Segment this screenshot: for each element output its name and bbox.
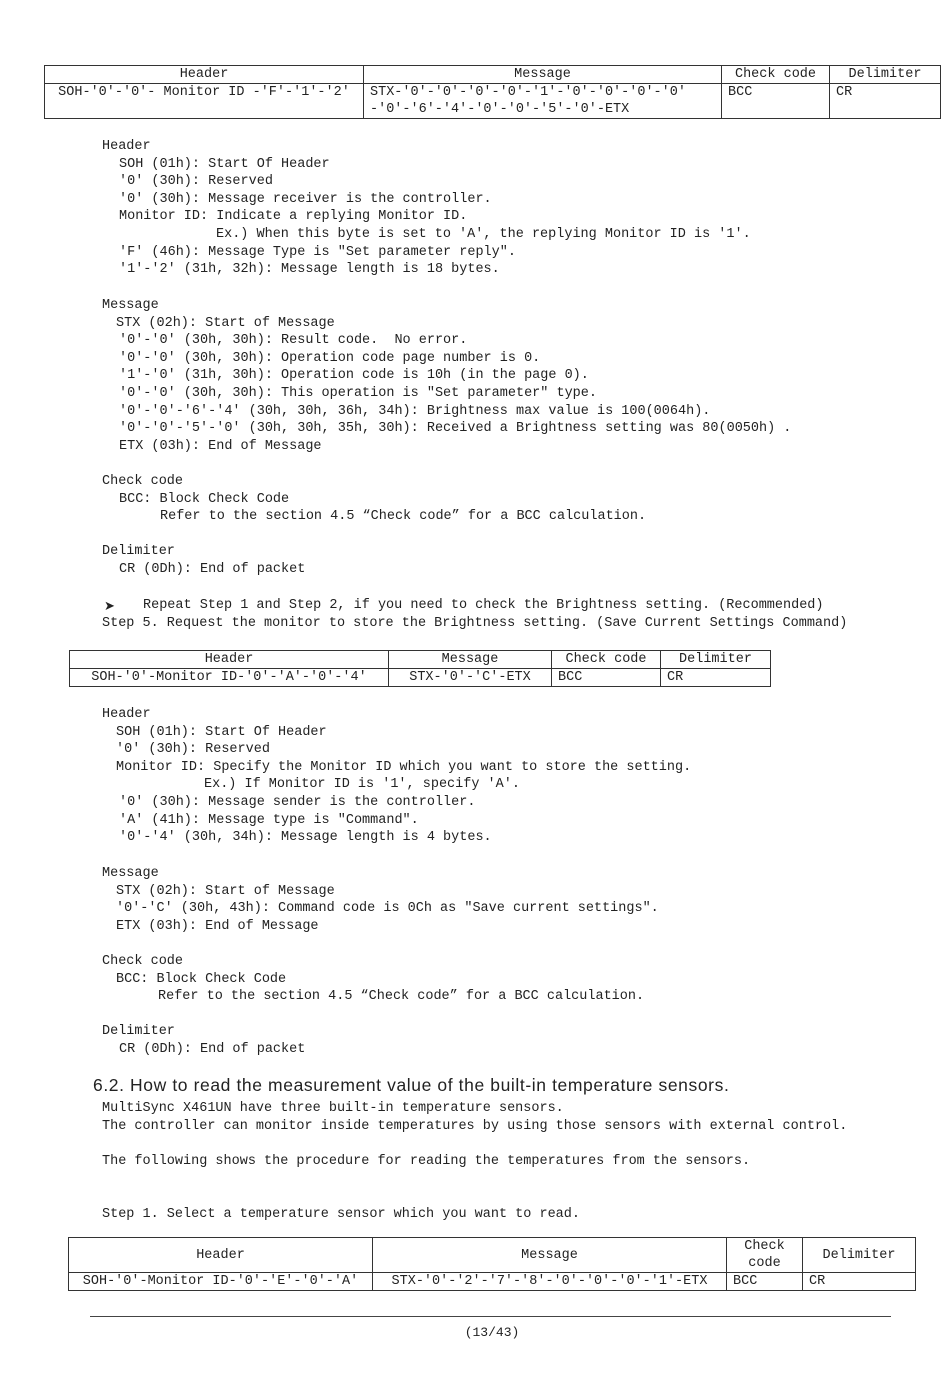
b2-header-line: '0' (30h): Message sender is the controller. [119,795,476,810]
cell-message [364,84,722,119]
b2-header-line: 'A' (41h): Message type is "Command". [119,812,419,828]
b1-header-line: Monitor ID: Indicate a replying Monitor ID. [119,209,468,225]
b2-check-title: Check code [102,954,184,969]
b1-check-title: Check code [102,474,184,489]
message-line-2: -'0'-'6'-'4'-'0'-'0'-'5'-'0'-ETX [370,102,630,117]
b2-header-line: SOH (01h): Start Of Header [116,724,327,740]
cell-check-code: BCC [727,1273,803,1291]
b1-header-line: '0' (30h): Reserved [119,174,273,190]
b2-header-line: '0' (30h): Reserved [116,742,270,758]
b1-message-line: '1'-'0' (31h, 30h): Operation code is 10h (in the page 0). [119,368,589,384]
col-message: Message [364,66,722,84]
step5-text: Step 5. Request the monitor to store the Brightness setting. (Save Current Settings Command) [102,616,848,631]
col-delimiter: Delimiter [661,651,771,669]
b1-header-line: '1'-'2' (31h, 32h): Message length is 18 bytes. [119,262,500,278]
b2-check-line: Refer to the section 4.5 “Check code” for a BCC calculation. [158,989,645,1005]
save-settings-table [69,650,771,687]
section-intro-line: The controller can monitor inside temperatures by using those sensors with external control. [102,1118,848,1134]
b1-message-line: '0'-'0' (30h, 30h): Result code. No error. [119,333,468,349]
b2-message-title: Message [102,866,159,881]
section-step1: Step 1. Select a temperature sensor which you want to read. [102,1207,580,1222]
temperature-select-table [68,1237,916,1291]
cell-check-code: BCC [552,669,661,687]
cell-delimiter: CR [661,669,771,687]
col-message: Message [389,651,552,669]
b1-message-line: ETX (03h): End of Message [119,438,322,454]
b2-delimiter-title: Delimiter [102,1024,175,1039]
b2-delimiter-line: CR (0Dh): End of packet [119,1041,306,1057]
footer-rule [90,1316,891,1317]
page-number: (13/43) [464,1325,520,1340]
col-header: Header [70,651,389,669]
b2-header-title: Header [102,707,151,722]
b1-header-title: Header [102,139,151,154]
cell-header: SOH-'0'-Monitor ID-'0'-'E'-'0'-'A' [69,1273,373,1291]
b2-header-line: Ex.) If Monitor ID is '1', specify 'A'. [204,777,520,793]
b1-message-line: '0'-'0' (30h, 30h): This operation is "Set parameter" type. [119,386,597,401]
b1-delimiter-title: Delimiter [102,544,175,559]
b1-header-line: '0' (30h): Message receiver is the controller. [119,191,492,207]
col-check-code: Check code [722,66,830,84]
cell-message: STX-'0'-'C'-ETX [389,669,552,687]
col-message: Message [373,1238,727,1273]
b1-header-line: 'F' (46h): Message Type is "Set parameter reply". [119,244,516,260]
reply-packet-table [44,65,941,119]
b1-message-line: '0'-'0'-'5'-'0' (30h, 30h, 35h, 30h): Received a Brightness setting was 80(0050h) . [119,421,792,437]
section-intro-line: MultiSync X461UN have three built-in temperature sensors. [102,1101,564,1116]
b1-delimiter-line: CR (0Dh): End of packet [119,561,306,577]
cell-header: SOH-'0'-'0'- Monitor ID -'F'-'1'-'2' [45,84,364,119]
section-heading: 6.2. How to read the measurement value of the built-in temperature sensors. [93,1075,730,1095]
col-header: Header [69,1238,373,1273]
col-header: Header [45,66,364,84]
b1-message-line: '0'-'0'-'6'-'4' (30h, 30h, 36h, 34h): Brightness max value is 100(0064h). [119,403,711,419]
b2-message-line: '0'-'C' (30h, 43h): Command code is 0Ch as "Save current settings". [116,901,659,917]
repeat-note: Repeat Step 1 and Step 2, if you need to check the Brightness setting. (Recommended) [143,598,824,613]
b1-check-line: Refer to the section 4.5 “Check code” for a BCC calculation. [160,509,647,525]
cell-delimiter: CR [803,1273,916,1291]
b1-header-line: SOH (01h): Start Of Header [119,156,330,172]
cell-check-code: BCC [722,84,830,119]
b1-message-line: '0'-'0' (30h, 30h): Operation code page number is 0. [119,350,541,366]
section-following: The following shows the procedure for reading the temperatures from the sensors. [102,1154,751,1169]
col-delimiter: Delimiter [830,66,941,84]
b2-header-line: '0'-'4' (30h, 34h): Message length is 4 bytes. [119,830,492,846]
cell-header: SOH-'0'-Monitor ID-'0'-'A'-'0'-'4' [70,669,389,687]
b2-message-line: STX (02h): Start of Message [116,883,335,899]
b1-check-line: BCC: Block Check Code [119,491,290,507]
b2-header-line: Monitor ID: Specify the Monitor ID which you want to store the setting. [116,759,692,775]
col-check-code: Check code [727,1238,803,1273]
b1-message-title: Message [102,298,159,313]
b2-check-line: BCC: Block Check Code [116,971,287,987]
cell-message: STX-'0'-'2'-'7'-'8'-'0'-'0'-'0'-'1'-ETX [373,1273,727,1291]
cell-delimiter: CR [830,84,941,119]
arrow-bullet-icon: ➤ [104,598,115,614]
b1-message-line: STX (02h): Start of Message [116,315,335,331]
b2-message-line: ETX (03h): End of Message [116,918,319,934]
b1-header-line: Ex.) When this byte is set to 'A', the replying Monitor ID is '1'. [216,227,751,242]
message-line-1: STX-'0'-'0'-'0'-'0'-'1'-'0'-'0'-'0'-'0' [370,85,686,100]
col-delimiter: Delimiter [803,1238,916,1273]
col-check-code: Check code [552,651,661,669]
